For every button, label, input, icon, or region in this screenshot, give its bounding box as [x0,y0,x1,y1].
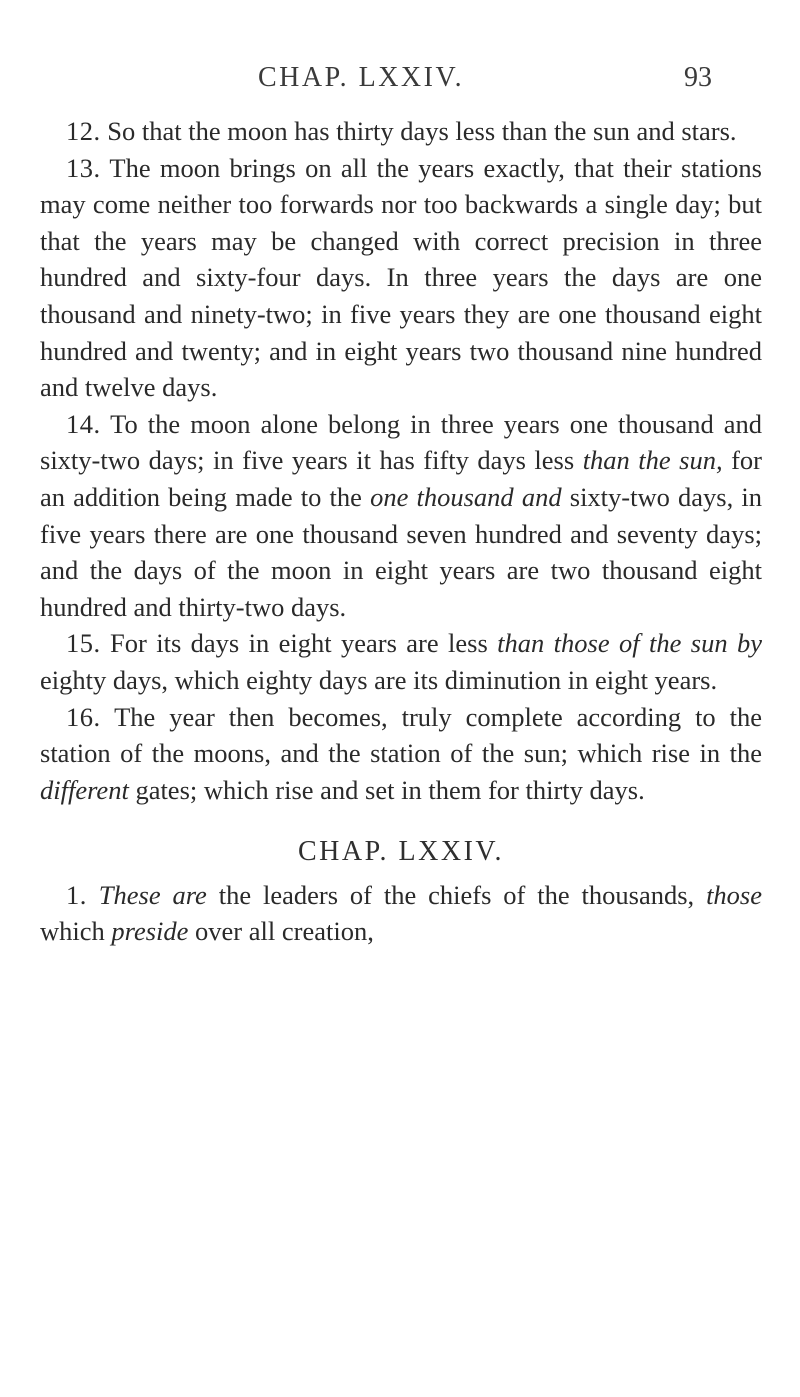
paragraph-number: 15. [66,628,101,659]
chapter-paragraph-list [40,877,762,950]
paragraph-number: 14. [66,408,101,439]
paragraph-text: The year then becomes, truly complete according to the station of the moons, and the station of the sun; which rise in the [40,701,762,769]
paragraph-number: 1. [66,879,87,910]
paragraph [40,699,762,809]
italic-text: different [40,774,129,805]
paragraph-text: sixty-two days, in five years there are one thousand seven hundred and seventy days; and the days of the moon in eight years are two thousand eight hundred and thirty-two days. [40,481,762,622]
paragraph-text: over all creation, [188,916,374,947]
paragraph-number: 13. [66,152,101,183]
paragraph-text: the leaders of the chiefs of the thousands, [206,879,707,910]
paragraph-text: For its days in eight years are less [100,628,498,659]
italic-text: These are [98,879,207,910]
paragraph-number: 16. [66,701,101,732]
paragraph-text [87,880,99,910]
paragraph [40,150,762,406]
paragraph-text: To the moon alone belong in three years one thousand and sixty-two days; in five years it has fifty days less [40,408,762,476]
paragraph-text: gates; which rise and set in them for thirty days. [128,774,645,805]
paragraph [40,877,762,950]
paragraph [40,113,762,150]
page-number: 93 [684,62,712,93]
paragraph-list [40,113,762,808]
italic-text: one thousand and [370,481,562,512]
italic-text: preside [111,916,189,947]
italic-text: those [706,879,762,910]
paragraph-text: which [40,916,112,947]
chapter-heading: CHAP. LXXIV. [297,836,505,868]
italic-text: than the sun, [582,445,723,476]
paragraph-text: for an addition being made to the [40,445,762,512]
paragraph [40,406,762,626]
running-head [0,62,800,102]
body-text [40,113,762,950]
paragraph-text: So that the moon has thirty days less than the sun and stars. [100,116,737,146]
paragraph [40,625,762,698]
italic-text: than those of the sun by [497,628,762,659]
paragraph-number: 12. [66,116,101,146]
paragraph-text: eighty days, which eighty days are its diminution in eight years. [40,664,718,695]
paragraph-text: The moon brings on all the years exactly, that their stations may come neither too forwards nor too backwards a single day; but that the years may be changed with correct precision in three hundred and sixty-four days. In three years the days are one thousand and ninety-two; in five years they are one thousand eight hundred and twenty; and in eight years two thousand nine hundred and twelve days. [40,152,762,403]
running-title: CHAP. LXXIV. [258,62,465,93]
